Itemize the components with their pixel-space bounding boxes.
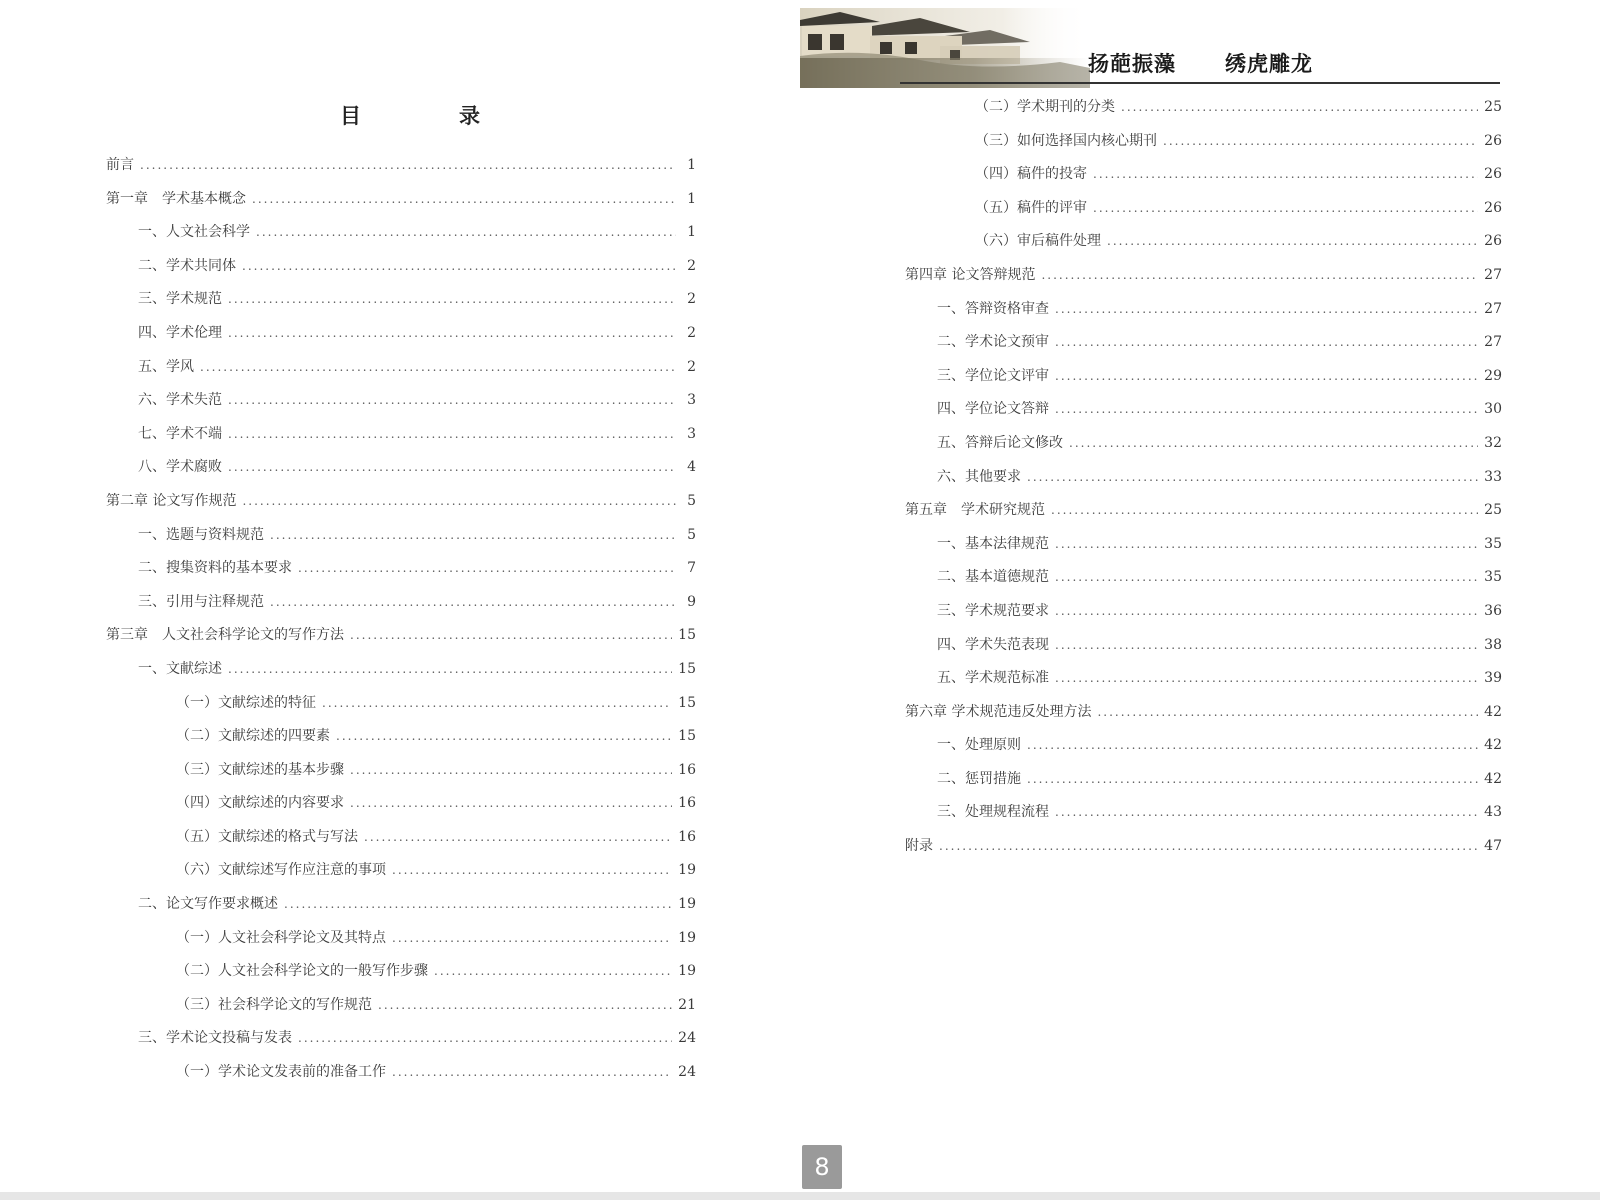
toc-entry-label: 六、学术失范 [138,392,222,409]
toc-entry-label: 一、人文社会科学 [138,224,250,241]
toc-entry[interactable] [905,600,1502,634]
toc-entry-page: 42 [1484,770,1502,787]
toc-entry-label: （六）审后稿件处理 [975,233,1101,250]
toc-entry-page: 3 [687,425,696,442]
header-banner [800,8,1500,88]
toc-entry-page: 47 [1484,838,1502,855]
toc-entry-label: 三、学术规范要求 [937,602,1049,619]
toc-entry-page: 24 [678,1064,696,1081]
toc-entry-label: 二、搜集资料的基本要求 [138,560,292,577]
toc-entry[interactable] [106,994,696,1028]
toc-entry-label: 二、学术共同体 [138,257,236,274]
toc-entry-label: 三、学术规范 [138,291,222,308]
toc-entry-page: 25 [1484,502,1502,519]
toc-entry-label: 附录 [905,838,933,855]
toc-leader-dots [242,494,676,508]
toc-entry-label: （三）文献综述的基本步骤 [176,761,344,778]
toc-entry-label: （五）稿件的评审 [975,199,1087,216]
toc-entry-label: 二、论文写作要求概述 [138,896,278,913]
toc-entry[interactable] [106,960,696,994]
toc-entry-page: 9 [687,593,696,610]
toc-entry-page: 3 [687,392,696,409]
toc-entry-page: 27 [1484,334,1502,351]
toc-entry-page: 39 [1484,670,1502,687]
toc-entry-label: （一）文献综述的特征 [176,694,316,711]
toc-entry[interactable] [905,634,1502,668]
toc-leader-dots [1055,671,1478,685]
toc-entry-label: 一、答辩资格审查 [937,300,1049,317]
toc-leader-dots [392,863,672,877]
toc-entry-label: （一）人文社会科学论文及其特点 [176,929,386,946]
toc-entry-label: （一）学术论文发表前的准备工作 [176,1064,386,1081]
toc-entry-label: 前言 [106,157,134,173]
toc-entry[interactable] [106,322,696,356]
toc-entry-page: 15 [678,627,696,644]
toc-entry-label: 二、学术论文预审 [937,334,1049,351]
toc-entry[interactable] [905,835,1502,869]
toc-leader-dots [364,830,672,844]
toc-entry-page: 5 [687,526,696,543]
toc-leader-dots [1041,268,1478,282]
toc-entry[interactable] [905,298,1502,332]
toc-leader-dots [1069,436,1478,450]
toc-leader-dots [1121,100,1478,114]
toc-entry-page: 7 [687,560,696,577]
toc-entry[interactable] [905,499,1502,533]
toc-entry-label: 三、学位论文评审 [937,367,1049,384]
toc-entry-label: 一、处理原则 [937,737,1021,754]
toc-entry[interactable] [905,701,1502,735]
toc-leader-dots [200,360,676,374]
toc-leader-dots [1055,335,1478,349]
toc-entry-page: 1 [687,224,696,241]
toc-entry[interactable] [106,692,696,726]
toc-entry-label: 第五章 学术研究规范 [905,502,1045,519]
toc-leader-dots [336,729,672,743]
toc-title-char-1: 目 [340,104,361,128]
toc-entry-page: 5 [687,492,696,509]
toc-entry-label: 第三章 人文社会科学论文的写作方法 [106,627,344,644]
toc-leader-dots [322,696,672,710]
toc-entry[interactable] [905,398,1502,432]
toc-entry[interactable] [905,667,1502,701]
toc-entry-page: 29 [1484,367,1502,384]
toc-leader-dots [228,292,676,306]
toc-list-right [905,96,1502,869]
toc-entry-label: 一、选题与资料规范 [138,526,264,543]
toc-entry[interactable] [905,466,1502,500]
toc-leader-dots [298,561,676,575]
toc-entry[interactable] [905,432,1502,466]
toc-entry-page: 16 [678,795,696,812]
toc-leader-dots [378,998,672,1012]
toc-entry[interactable] [106,591,696,625]
toc-entry-page: 25 [1484,99,1502,115]
toc-entry[interactable] [905,801,1502,835]
toc-entry[interactable] [905,734,1502,768]
toc-title [340,100,480,130]
toc-entry-page: 15 [678,728,696,745]
toc-leader-dots [1093,201,1478,215]
toc-entry-label: 一、基本法律规范 [937,535,1049,552]
header-motto-right: 绣虎雕龙 [1225,51,1313,76]
toc-entry-label: 七、学术不端 [138,425,222,442]
toc-leader-dots [939,839,1478,853]
toc-leader-dots [284,897,672,911]
toc-entry[interactable] [106,859,696,893]
toc-entry[interactable] [106,624,696,658]
toc-entry-page: 42 [1484,703,1502,720]
toc-entry-label: 五、学风 [138,358,194,375]
toc-entry-label: （二）文献综述的四要素 [176,728,330,745]
toc-entry[interactable] [106,221,696,255]
header-motto-left: 扬葩振藻 [1088,51,1176,76]
toc-entry-page: 43 [1484,804,1502,821]
toc-entry-page: 30 [1484,401,1502,418]
toc-entry[interactable] [106,1027,696,1061]
toc-entry-label: 第一章 学术基本概念 [106,190,246,207]
toc-entry[interactable] [106,154,696,188]
toc-entry[interactable] [905,768,1502,802]
toc-entry-label: 三、学术论文投稿与发表 [138,1030,292,1047]
toc-entry-label: （五）文献综述的格式与写法 [176,828,358,845]
toc-entry[interactable] [905,130,1502,164]
toc-entry-page: 27 [1484,300,1502,317]
toc-entry[interactable] [106,356,696,390]
toc-leader-dots [1055,537,1478,551]
toc-entry-label: （四）文献综述的内容要求 [176,795,344,812]
toc-entry[interactable] [905,163,1502,197]
toc-leader-dots [1055,638,1478,652]
toc-entry[interactable] [106,893,696,927]
toc-entry[interactable] [905,197,1502,231]
toc-leader-dots [228,460,676,474]
toc-entry-page: 15 [678,660,696,677]
toc-entry[interactable] [106,792,696,826]
toc-entry-label: 二、基本道德规范 [937,569,1049,586]
toc-leader-dots [1055,604,1478,618]
toc-entry[interactable] [106,255,696,289]
toc-entry-page: 19 [678,896,696,913]
toc-entry-page: 24 [678,1030,696,1047]
toc-entry-page: 42 [1484,737,1502,754]
toc-leader-dots [228,427,676,441]
toc-leader-dots [270,595,676,609]
toc-leader-dots [392,1065,672,1079]
toc-entry[interactable] [106,389,696,423]
toc-entry-page: 19 [678,963,696,980]
toc-entry-page: 4 [687,459,696,476]
toc-entry-page: 26 [1484,233,1502,250]
toc-entry-label: （三）如何选择国内核心期刊 [975,132,1157,149]
toc-leader-dots [1055,570,1478,584]
toc-leader-dots [1093,167,1478,181]
toc-entry[interactable] [905,331,1502,365]
toc-entry[interactable] [106,456,696,490]
toc-entry-label: （三）社会科学论文的写作规范 [176,996,372,1013]
ink-painting-buildings-image [800,8,1090,88]
toc-entry-label: 四、学术伦理 [138,324,222,341]
toc-entry-page: 1 [687,157,696,173]
toc-entry-page: 2 [687,358,696,375]
toc-entry-label: 八、学术腐败 [138,459,222,476]
toc-leader-dots [228,326,676,340]
toc-entry-page: 1 [687,190,696,207]
toc-entry-page: 27 [1484,266,1502,283]
toc-leader-dots [434,964,672,978]
toc-entry-label: （二）学术期刊的分类 [975,99,1115,115]
toc-entry-page: 19 [678,929,696,946]
toc-entry-page: 2 [687,324,696,341]
toc-entry-label: 二、惩罚措施 [937,770,1021,787]
toc-entry-page: 26 [1484,166,1502,183]
toc-entry-label: 第二章 论文写作规范 [106,492,237,509]
toc-entry-label: （六）文献综述写作应注意的事项 [176,862,386,879]
toc-leader-dots [1027,738,1478,752]
toc-leader-dots [350,796,672,810]
toc-entry-page: 32 [1484,434,1502,451]
toc-entry[interactable] [905,365,1502,399]
toc-leader-dots [1027,772,1478,786]
toc-leader-dots [228,393,676,407]
toc-leader-dots [350,763,672,777]
toc-list-left [106,154,696,1095]
toc-entry-page: 2 [687,257,696,274]
toc-leader-dots [228,662,672,676]
toc-entry-label: 第四章 论文答辩规范 [905,266,1036,283]
toc-entry-page: 26 [1484,199,1502,216]
toc-leader-dots [140,158,676,172]
viewer-bottom-strip [0,1192,1600,1200]
toc-entry-page: 21 [678,996,696,1013]
toc-leader-dots [256,225,676,239]
toc-entry[interactable] [106,188,696,222]
toc-entry[interactable] [905,96,1502,130]
toc-entry-label: 三、引用与注释规范 [138,593,264,610]
toc-entry-label: 五、学术规范标准 [937,670,1049,687]
toc-leader-dots [392,931,672,945]
toc-entry-page: 15 [678,694,696,711]
toc-leader-dots [1027,470,1478,484]
toc-entry-label: （二）人文社会科学论文的一般写作步骤 [176,963,428,980]
toc-leader-dots [252,192,676,206]
toc-entry[interactable] [106,725,696,759]
toc-entry-page: 35 [1484,535,1502,552]
toc-entry-label: 四、学术失范表现 [937,636,1049,653]
toc-leader-dots [1055,805,1478,819]
toc-leader-dots [1051,503,1478,517]
toc-entry-page: 38 [1484,636,1502,653]
toc-entry-page: 33 [1484,468,1502,485]
toc-title-char-2: 录 [459,104,480,128]
toc-leader-dots [270,528,676,542]
toc-entry-label: 六、其他要求 [937,468,1021,485]
toc-entry-label: （四）稿件的投寄 [975,166,1087,183]
toc-entry[interactable] [106,490,696,524]
toc-leader-dots [298,1031,672,1045]
toc-entry[interactable] [106,423,696,457]
toc-leader-dots [1055,369,1478,383]
header-rule [900,82,1500,84]
toc-entry-label: 五、答辩后论文修改 [937,434,1063,451]
toc-entry[interactable] [106,1061,696,1095]
toc-entry[interactable] [106,288,696,322]
toc-entry[interactable] [106,826,696,860]
toc-leader-dots [242,259,676,273]
toc-entry-page: 16 [678,828,696,845]
toc-entry-label: 第六章 学术规范违反处理方法 [905,703,1092,720]
toc-leader-dots [1107,234,1478,248]
toc-entry[interactable] [106,658,696,692]
toc-entry[interactable] [905,533,1502,567]
toc-entry[interactable] [905,230,1502,264]
toc-entry-page: 16 [678,761,696,778]
toc-entry[interactable] [106,557,696,591]
toc-leader-dots [1097,705,1478,719]
toc-entry-label: 一、文献综述 [138,660,222,677]
toc-entry[interactable] [905,264,1502,298]
toc-entry-page: 19 [678,862,696,879]
toc-entry[interactable] [905,566,1502,600]
toc-entry-label: 四、学位论文答辩 [937,401,1049,418]
toc-entry[interactable] [106,759,696,793]
toc-entry-page: 2 [687,291,696,308]
toc-entry[interactable] [106,927,696,961]
toc-entry-page: 26 [1484,132,1502,149]
toc-leader-dots [350,628,672,642]
toc-leader-dots [1055,302,1478,316]
page-number-badge[interactable]: 8 [802,1145,842,1189]
toc-entry[interactable] [106,524,696,558]
toc-entry-label: 三、处理规程流程 [937,804,1049,821]
toc-leader-dots [1055,402,1478,416]
toc-entry-page: 36 [1484,602,1502,619]
toc-leader-dots [1163,134,1478,148]
toc-entry-page: 35 [1484,569,1502,586]
